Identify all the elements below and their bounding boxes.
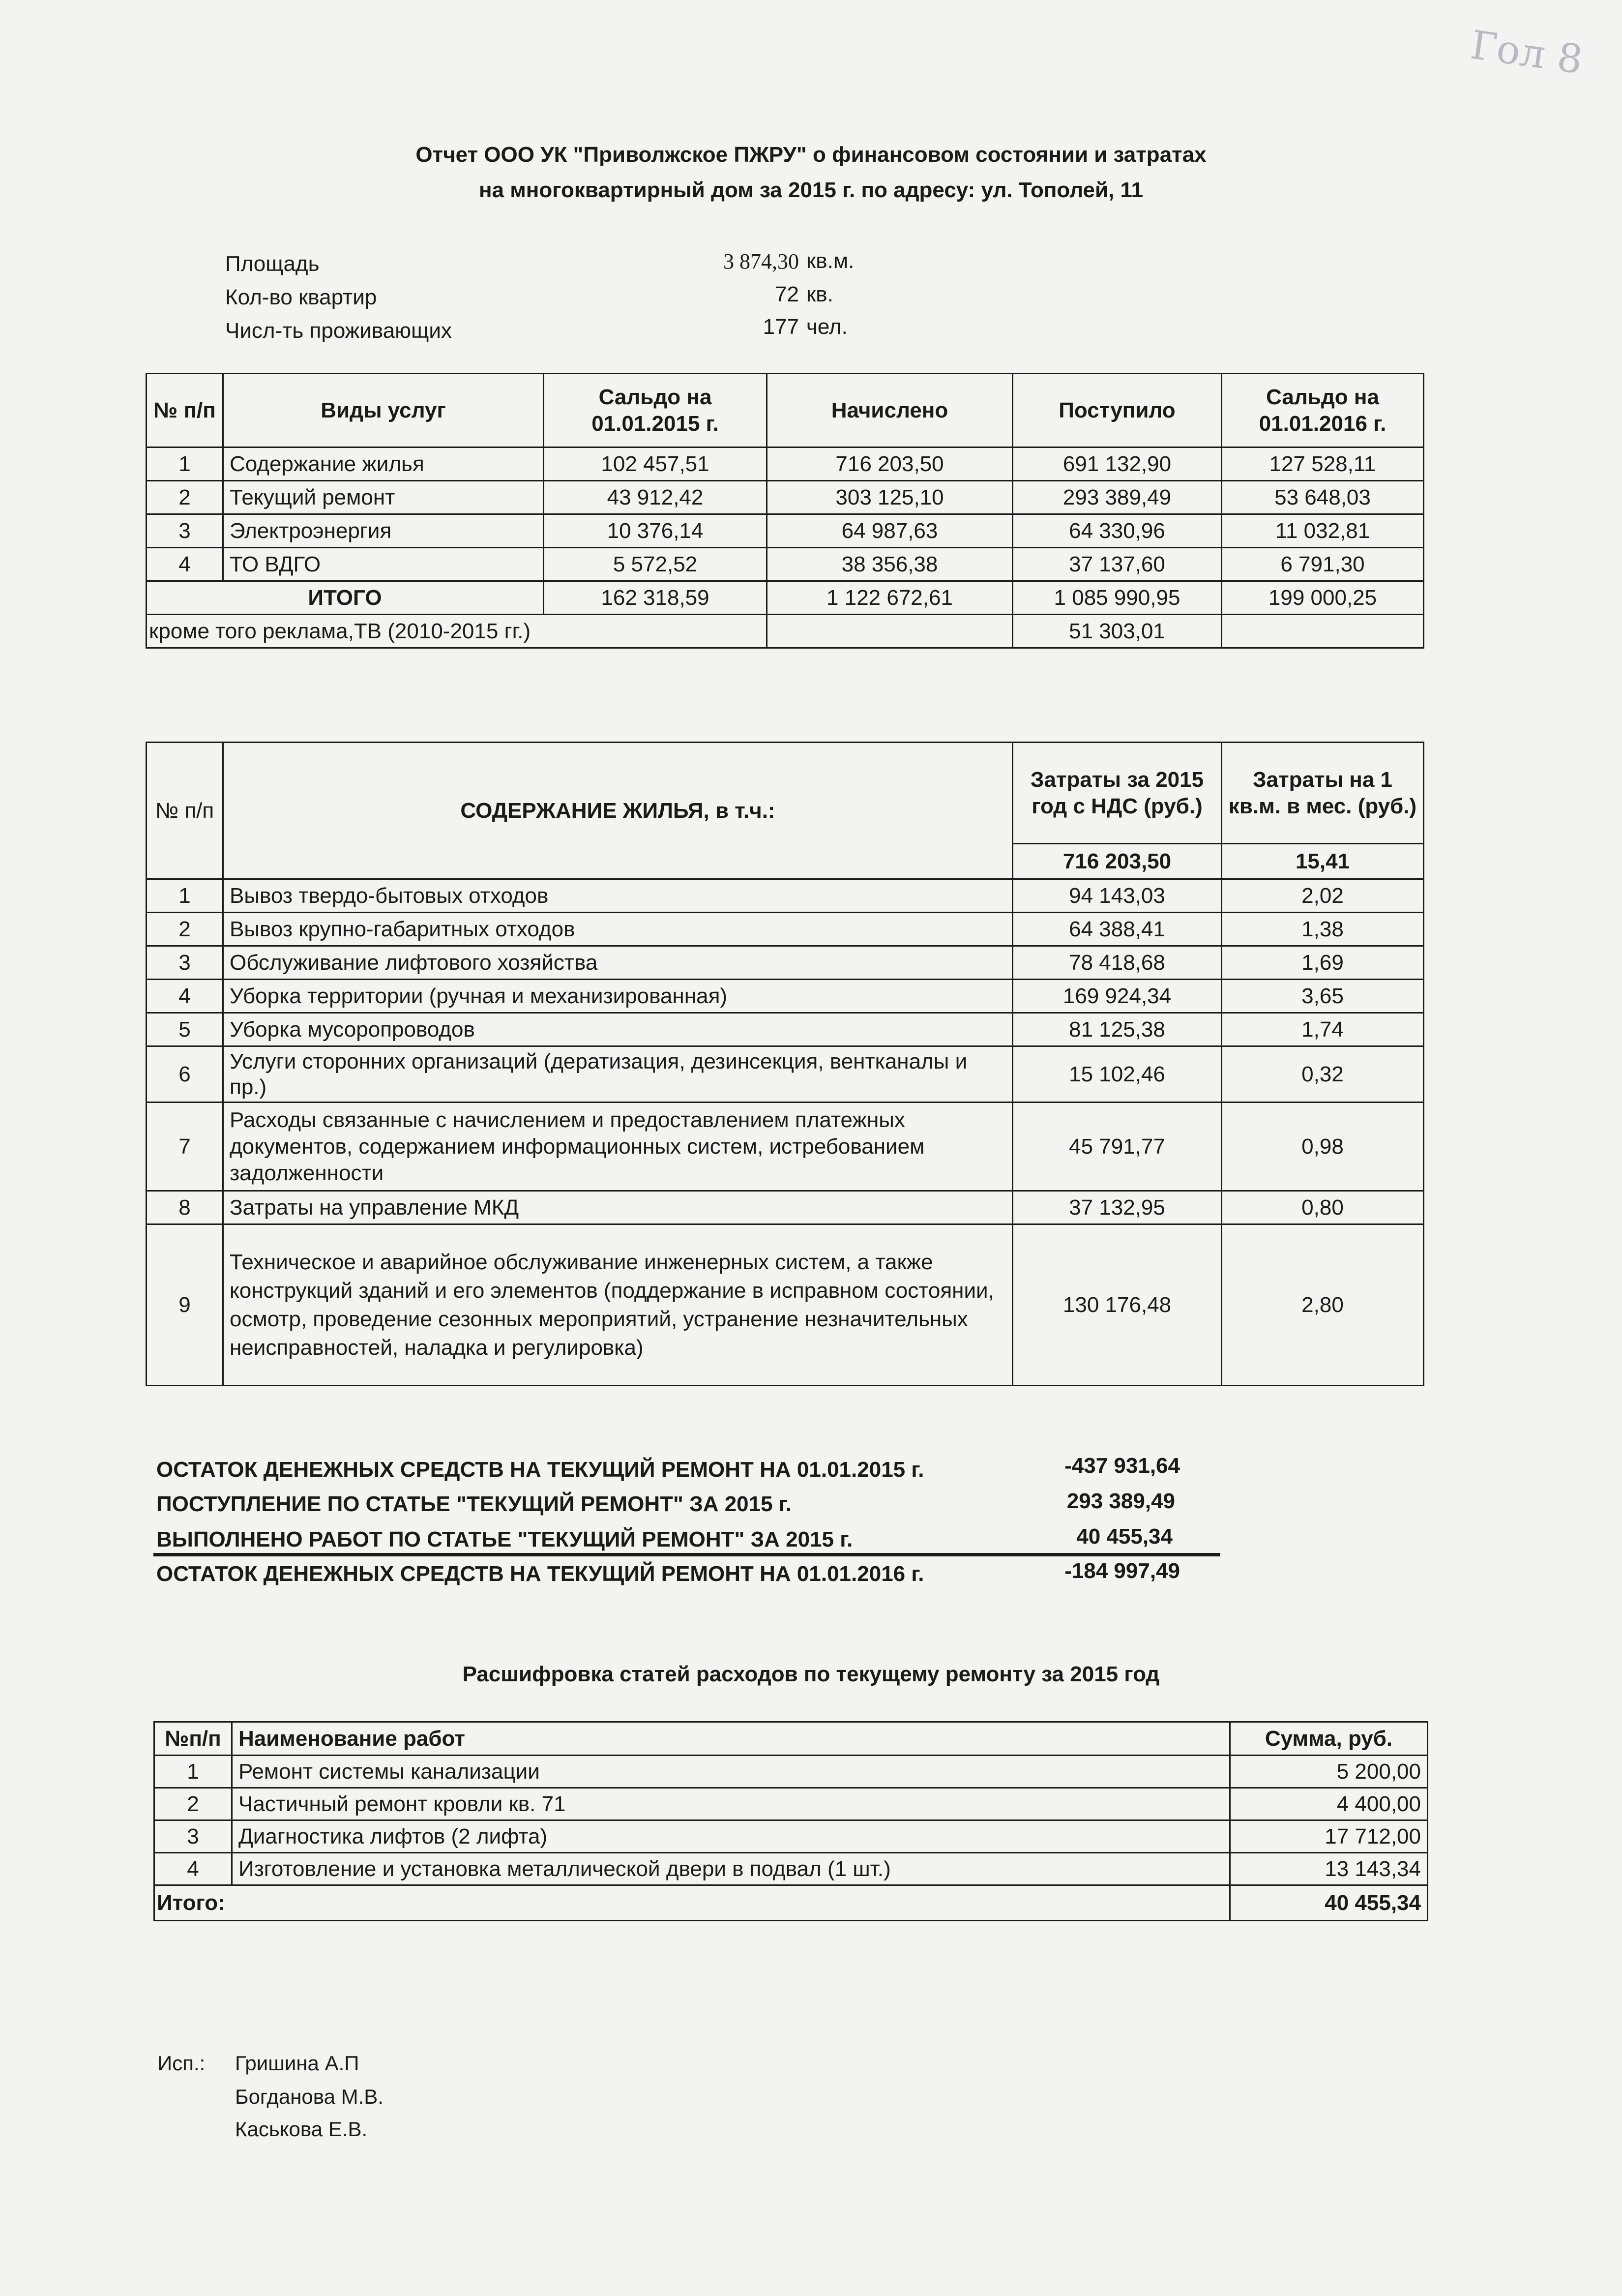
table-row xyxy=(147,447,1424,481)
row-received: 691 132,90 xyxy=(1013,447,1222,481)
row-num: 7 xyxy=(147,1103,223,1191)
row-per-m2: 0,80 xyxy=(1222,1191,1424,1224)
info-area-label: Площадь xyxy=(225,252,320,276)
total-charged: 1 122 672,61 xyxy=(767,581,1013,615)
row-per-m2: 1,74 xyxy=(1222,1013,1424,1046)
row-num: 1 xyxy=(147,447,223,481)
signature-name: Каськова Е.В. xyxy=(235,2117,368,2141)
repair-summary-label-4: ОСТАТОК ДЕНЕЖНЫХ СРЕДСТВ НА ТЕКУЩИЙ РЕМОНТ НА 01.01.2016 г. xyxy=(156,1562,924,1586)
info-residents-value: 177 xyxy=(763,315,799,339)
services-header-saldo-2016: Сальдо на 01.01.2016 г. xyxy=(1222,374,1424,447)
table-row xyxy=(147,1191,1424,1224)
table-row xyxy=(147,548,1424,581)
row-name: Ремонт системы канализации xyxy=(232,1756,1230,1788)
maintenance-header-cost: Затраты за 2015 год с НДС (руб.) xyxy=(1013,743,1222,844)
info-area-unit: кв.м. xyxy=(806,249,855,273)
row-sum: 5 200,00 xyxy=(1230,1756,1428,1788)
row-saldo-2016: 11 032,81 xyxy=(1222,514,1424,548)
row-charged: 716 203,50 xyxy=(767,447,1013,481)
table-row xyxy=(147,879,1424,913)
signature-name: Богданова М.В. xyxy=(235,2085,383,2108)
row-num: 4 xyxy=(147,548,223,581)
table-row xyxy=(147,1224,1424,1386)
row-received: 293 389,49 xyxy=(1013,481,1222,514)
row-num: 4 xyxy=(147,980,223,1013)
row-name: Расходы связанные с начислением и предоставлением платежных документов, содержанием информационных систем, истребованием задолженности xyxy=(223,1103,1013,1191)
row-per-m2: 0,98 xyxy=(1222,1103,1424,1191)
total-received: 1 085 990,95 xyxy=(1013,581,1222,615)
row-received: 37 137,60 xyxy=(1013,548,1222,581)
extra-empty xyxy=(767,615,1013,648)
row-saldo-2016: 53 648,03 xyxy=(1222,481,1424,514)
row-num: 3 xyxy=(154,1820,232,1853)
info-area-value: 3 874,30 xyxy=(723,249,799,273)
extra-label: кроме того реклама,ТВ (2010-2015 гг.) xyxy=(147,615,767,648)
row-cost: 130 176,48 xyxy=(1013,1224,1222,1386)
row-num: 6 xyxy=(147,1046,223,1103)
extra-received: 51 303,01 xyxy=(1013,615,1222,648)
repair-summary-label-3: ВЫПОЛНЕНО РАБОТ ПО СТАТЬЕ "ТЕКУЩИЙ РЕМОНТ" ЗА 2015 г. xyxy=(156,1527,853,1551)
info-residents-label: Числ-ть проживающих xyxy=(225,319,452,343)
row-name: Затраты на управление МКД xyxy=(223,1191,1013,1224)
table-row xyxy=(147,514,1424,548)
table-row xyxy=(147,1103,1424,1191)
row-charged: 38 356,38 xyxy=(767,548,1013,581)
row-name: Электроэнергия xyxy=(223,514,544,548)
row-saldo-2015: 10 376,14 xyxy=(544,514,767,548)
row-name: Техническое и аварийное обслуживание инженерных систем, а также конструкций зданий и его элементов (поддержание в исправном состоянии, осмотр, проведение сезонных мероприятий, устранение незначительных неисправностей, наладка и регулировка) xyxy=(223,1224,1013,1386)
row-per-m2: 2,02 xyxy=(1222,879,1424,913)
table-row xyxy=(154,1788,1428,1820)
repair-summary-value-2: 293 389,49 xyxy=(1066,1489,1175,1513)
total-label: ИТОГО xyxy=(147,581,544,615)
row-name: Услуги сторонних организаций (дератизация, дезинсекция, вентканалы и пр.) xyxy=(223,1046,1013,1103)
row-saldo-2015: 43 912,42 xyxy=(544,481,767,514)
row-cost: 37 132,95 xyxy=(1013,1191,1222,1224)
row-per-m2: 0,32 xyxy=(1222,1046,1424,1103)
report-title-line2: на многоквартирный дом за 2015 г. по адресу: ул. Тополей, 11 xyxy=(478,178,1144,202)
repair-details-table xyxy=(153,1721,1428,1921)
row-name: Уборка территории (ручная и механизированная) xyxy=(223,980,1013,1013)
row-name: Изготовление и установка металлической двери в подвал (1 шт.) xyxy=(232,1853,1230,1885)
row-name: Содержание жилья xyxy=(223,447,544,481)
table-row xyxy=(147,481,1424,514)
row-cost: 94 143,03 xyxy=(1013,879,1222,913)
row-cost: 15 102,46 xyxy=(1013,1046,1222,1103)
services-header-received: Поступило xyxy=(1013,374,1222,447)
row-sum: 17 712,00 xyxy=(1230,1820,1428,1853)
handwritten-note: Гол 8 xyxy=(1468,22,1586,83)
row-charged: 64 987,63 xyxy=(767,514,1013,548)
row-num: 2 xyxy=(147,913,223,946)
maintenance-header-num: № п/п xyxy=(147,743,223,879)
total-saldo-2015: 162 318,59 xyxy=(544,581,767,615)
row-num: 1 xyxy=(154,1756,232,1788)
row-saldo-2015: 102 457,51 xyxy=(544,447,767,481)
row-num: 2 xyxy=(154,1788,232,1820)
row-sum: 13 143,34 xyxy=(1230,1853,1428,1885)
row-num: 5 xyxy=(147,1013,223,1046)
row-cost: 78 418,68 xyxy=(1013,946,1222,980)
row-num: 1 xyxy=(147,879,223,913)
row-per-m2: 2,80 xyxy=(1222,1224,1424,1386)
row-saldo-2015: 5 572,52 xyxy=(544,548,767,581)
row-name: Вывоз твердо-бытовых отходов xyxy=(223,879,1013,913)
row-num: 4 xyxy=(154,1853,232,1885)
report-title-line1: Отчет ООО УК "Приволжское ПЖРУ" о финансовом состоянии и затратах xyxy=(415,143,1207,167)
info-apartments-label: Кол-во квартир xyxy=(225,285,377,309)
table-row xyxy=(147,980,1424,1013)
services-total-row xyxy=(147,581,1424,615)
maintenance-total-per-m2: 15,41 xyxy=(1222,844,1424,879)
row-num: 8 xyxy=(147,1191,223,1224)
repair-total-label: Итого: xyxy=(154,1885,1230,1921)
maintenance-header-per-m2: Затраты на 1 кв.м. в мес. (руб.) xyxy=(1222,743,1424,844)
row-name: Уборка мусоропроводов xyxy=(223,1013,1013,1046)
repair-header-name: Наименование работ xyxy=(232,1722,1230,1756)
row-cost: 45 791,77 xyxy=(1013,1103,1222,1191)
repair-summary-value-1: -437 931,64 xyxy=(1064,1454,1180,1478)
info-residents-unit: чел. xyxy=(806,315,848,339)
row-per-m2: 3,65 xyxy=(1222,980,1424,1013)
table-row xyxy=(147,913,1424,946)
repair-total-row xyxy=(154,1885,1428,1921)
services-header-num: № п/п xyxy=(147,374,223,447)
row-saldo-2016: 6 791,30 xyxy=(1222,548,1424,581)
repair-summary-label-1: ОСТАТОК ДЕНЕЖНЫХ СРЕДСТВ НА ТЕКУЩИЙ РЕМОНТ НА 01.01.2015 г. xyxy=(156,1458,924,1482)
repair-summary-value-3: 40 455,34 xyxy=(1076,1524,1173,1549)
row-per-m2: 1,38 xyxy=(1222,913,1424,946)
row-name: Текущий ремонт xyxy=(223,481,544,514)
maintenance-table xyxy=(146,742,1424,1386)
row-charged: 303 125,10 xyxy=(767,481,1013,514)
row-num: 2 xyxy=(147,481,223,514)
row-num: 3 xyxy=(147,514,223,548)
table-row xyxy=(147,1013,1424,1046)
services-table xyxy=(146,373,1424,649)
maintenance-total-cost: 716 203,50 xyxy=(1013,844,1222,879)
repair-summary-value-4: -184 997,49 xyxy=(1064,1559,1180,1583)
repair-summary-label-2: ПОСТУПЛЕНИЕ ПО СТАТЬЕ "ТЕКУЩИЙ РЕМОНТ" ЗА 2015 г. xyxy=(156,1492,792,1516)
row-sum: 4 400,00 xyxy=(1230,1788,1428,1820)
row-name: Диагностика лифтов (2 лифта) xyxy=(232,1820,1230,1853)
extra-empty xyxy=(1222,615,1424,648)
row-name: ТО ВДГО xyxy=(223,548,544,581)
row-name: Частичный ремонт кровли кв. 71 xyxy=(232,1788,1230,1820)
services-header-name: Виды услуг xyxy=(223,374,544,447)
maintenance-header-name: СОДЕРЖАНИЕ ЖИЛЬЯ, в т.ч.: xyxy=(223,743,1013,879)
row-name: Обслуживание лифтового хозяйства xyxy=(223,946,1013,980)
row-cost: 81 125,38 xyxy=(1013,1013,1222,1046)
row-saldo-2016: 127 528,11 xyxy=(1222,447,1424,481)
repair-details-title: Расшифровка статей расходов по текущему ремонту за 2015 год xyxy=(462,1662,1160,1686)
signatures-label: Исп.: xyxy=(157,2052,206,2075)
row-per-m2: 1,69 xyxy=(1222,946,1424,980)
info-apartments-unit: кв. xyxy=(806,282,833,306)
row-received: 64 330,96 xyxy=(1013,514,1222,548)
repair-header-sum: Сумма, руб. xyxy=(1230,1722,1428,1756)
services-header-charged: Начислено xyxy=(767,374,1013,447)
row-num: 9 xyxy=(147,1224,223,1386)
services-header-saldo-2015: Сальдо на 01.01.2015 г. xyxy=(544,374,767,447)
table-row xyxy=(154,1820,1428,1853)
row-name: Вывоз крупно-габаритных отходов xyxy=(223,913,1013,946)
table-row xyxy=(154,1756,1428,1788)
info-apartments-value: 72 xyxy=(775,282,799,306)
table-row xyxy=(147,1046,1424,1103)
row-cost: 169 924,34 xyxy=(1013,980,1222,1013)
table-row xyxy=(147,946,1424,980)
repair-header-num: №п/п xyxy=(154,1722,232,1756)
repair-total-value: 40 455,34 xyxy=(1230,1885,1428,1921)
services-extra-row xyxy=(147,615,1424,648)
row-num: 3 xyxy=(147,946,223,980)
row-cost: 64 388,41 xyxy=(1013,913,1222,946)
summary-divider xyxy=(153,1553,1220,1556)
table-row xyxy=(154,1853,1428,1885)
total-saldo-2016: 199 000,25 xyxy=(1222,581,1424,615)
signature-name: Гришина А.П xyxy=(235,2052,359,2075)
